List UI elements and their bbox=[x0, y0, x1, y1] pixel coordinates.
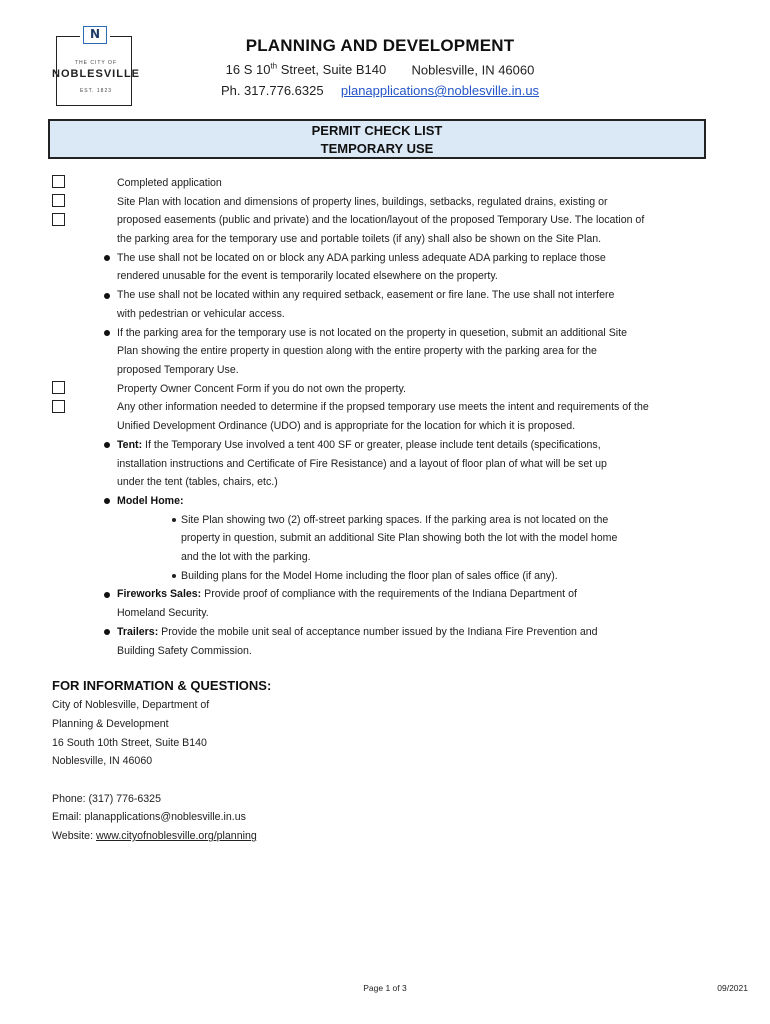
item-trailers: Building Safety Commission. bbox=[117, 645, 252, 657]
banner-subtitle: TEMPORARY USE bbox=[320, 141, 434, 156]
email-link[interactable]: planapplications@noblesville.in.us bbox=[340, 83, 540, 98]
item-tent: Tent: If the Temporary Use involved a tent 400 SF or greater, please include tent details (specifications, bbox=[117, 439, 601, 451]
info-heading: FOR INFORMATION & QUESTIONS: bbox=[52, 678, 272, 693]
logo-name: NOBLESVILLE bbox=[52, 68, 141, 80]
street-address: 16 S 10th Street, Suite B140 bbox=[225, 62, 387, 78]
item-tent: installation instructions and Certificate of Fire Resistance) and a layout of floor plan of what will be set up bbox=[117, 458, 607, 470]
item-ada-parking: rendered unusable for the event is temporarily located elsewhere on the property. bbox=[117, 270, 498, 282]
contact-line bbox=[180, 83, 580, 98]
checkbox-site-plan[interactable] bbox=[52, 194, 65, 207]
item-offsite-parking: If the parking area for the temporary use is not located on the property in quesetion, submit an additional Site bbox=[117, 327, 627, 339]
item-tent: under the tent (tables, chairs, etc.) bbox=[117, 476, 278, 488]
permit-banner bbox=[48, 119, 706, 159]
item-site-plan-line: the parking area for the temporary use and portable toilets (if any) shall also be shown on the Site Plan. bbox=[117, 233, 602, 245]
subitem-site-plan-parking: and the lot with the parking. bbox=[181, 551, 311, 563]
item-site-plan-line: proposed easements (public and private) and the location/layout of the proposed Temporary Use. The location of bbox=[117, 214, 645, 226]
bullet-icon bbox=[104, 293, 110, 299]
logo-mark-icon: N bbox=[83, 26, 107, 44]
bullet-icon bbox=[104, 498, 110, 504]
department-title: PLANNING AND DEVELOPMENT bbox=[245, 36, 515, 55]
item-owner-consent: Property Owner Concent Form if you do not own the property. bbox=[117, 383, 406, 395]
info-phone: Phone: (317) 776-6325 bbox=[52, 793, 161, 805]
bullet-icon bbox=[104, 330, 110, 336]
item-completed-application: Completed application bbox=[117, 177, 222, 189]
item-ada-parking: The use shall not be located on or block any ADA parking unless adequate ADA parking to replace those bbox=[117, 252, 606, 264]
revision-date: 09/2021 bbox=[717, 983, 748, 993]
logo-established: EST. 1823 bbox=[79, 88, 113, 94]
subitem-building-plans: Building plans for the Model Home including the floor plan of sales office (if any). bbox=[181, 570, 558, 582]
logo-tagline: THE CITY OF bbox=[74, 60, 118, 66]
sub-bullet-icon bbox=[172, 574, 176, 578]
item-other-information: Unified Development Ordinance (UDO) and is appropriate for the location for which it is proposed. bbox=[117, 420, 576, 432]
checkbox-other-information[interactable] bbox=[52, 400, 65, 413]
sub-bullet-icon bbox=[172, 518, 176, 522]
item-setback: The use shall not be located within any required setback, easement or fire lane. The use shall not interfere bbox=[117, 289, 615, 301]
info-email: Email: planapplications@noblesville.in.us bbox=[52, 811, 246, 823]
item-fireworks: Fireworks Sales: Provide proof of compliance with the requirements of the Indiana Department of bbox=[117, 588, 577, 600]
city-state-zip: Noblesville, IN 46060 bbox=[411, 62, 535, 78]
page-number: Page 1 of 3 bbox=[363, 983, 407, 993]
bullet-icon bbox=[104, 592, 110, 598]
subitem-site-plan-parking: Site Plan showing two (2) off-street parking spaces. If the parking area is not located on the bbox=[181, 514, 609, 526]
info-website: Website: www.cityofnoblesville.org/planning bbox=[52, 830, 257, 842]
city-logo bbox=[52, 26, 142, 110]
checkbox-completed-application[interactable] bbox=[52, 175, 65, 188]
item-setback: with pedestrian or vehicular access. bbox=[117, 308, 285, 320]
item-site-plan-line: Site Plan with location and dimensions of property lines, buildings, setbacks, regulated drains, existing or bbox=[117, 196, 608, 208]
info-address-line: City of Noblesville, Department of bbox=[52, 699, 210, 711]
banner-title: PERMIT CHECK LIST bbox=[311, 123, 443, 138]
item-trailers: Trailers: Provide the mobile unit seal of acceptance number issued by the Indiana Fire Prevention and bbox=[117, 626, 598, 638]
address-line bbox=[180, 62, 580, 77]
bullet-icon bbox=[104, 629, 110, 635]
checkbox-site-plan-location[interactable] bbox=[52, 213, 65, 226]
website-link[interactable]: www.cityofnoblesville.org/planning bbox=[95, 830, 257, 842]
item-other-information: Any other information needed to determine if the propsed temporary use meets the intent and requirements of the bbox=[117, 401, 649, 413]
checkbox-owner-consent[interactable] bbox=[52, 381, 65, 394]
item-offsite-parking: proposed Temporary Use. bbox=[117, 364, 239, 376]
bullet-icon bbox=[104, 255, 110, 261]
item-model-home: Model Home: bbox=[117, 495, 184, 507]
subitem-site-plan-parking: property in question, submit an additional Site Plan showing both the lot with the model home bbox=[181, 532, 618, 544]
info-address-line: Noblesville, IN 46060 bbox=[52, 755, 153, 767]
item-fireworks: Homeland Security. bbox=[117, 607, 209, 619]
phone-number: Ph. 317.776.6325 bbox=[220, 83, 324, 98]
item-offsite-parking: Plan showing the entire property in question along with the entire property with the parking area for the bbox=[117, 345, 597, 357]
info-address-line: Planning & Development bbox=[52, 718, 169, 730]
bullet-icon bbox=[104, 442, 110, 448]
info-address-line: 16 South 10th Street, Suite B140 bbox=[52, 737, 207, 749]
